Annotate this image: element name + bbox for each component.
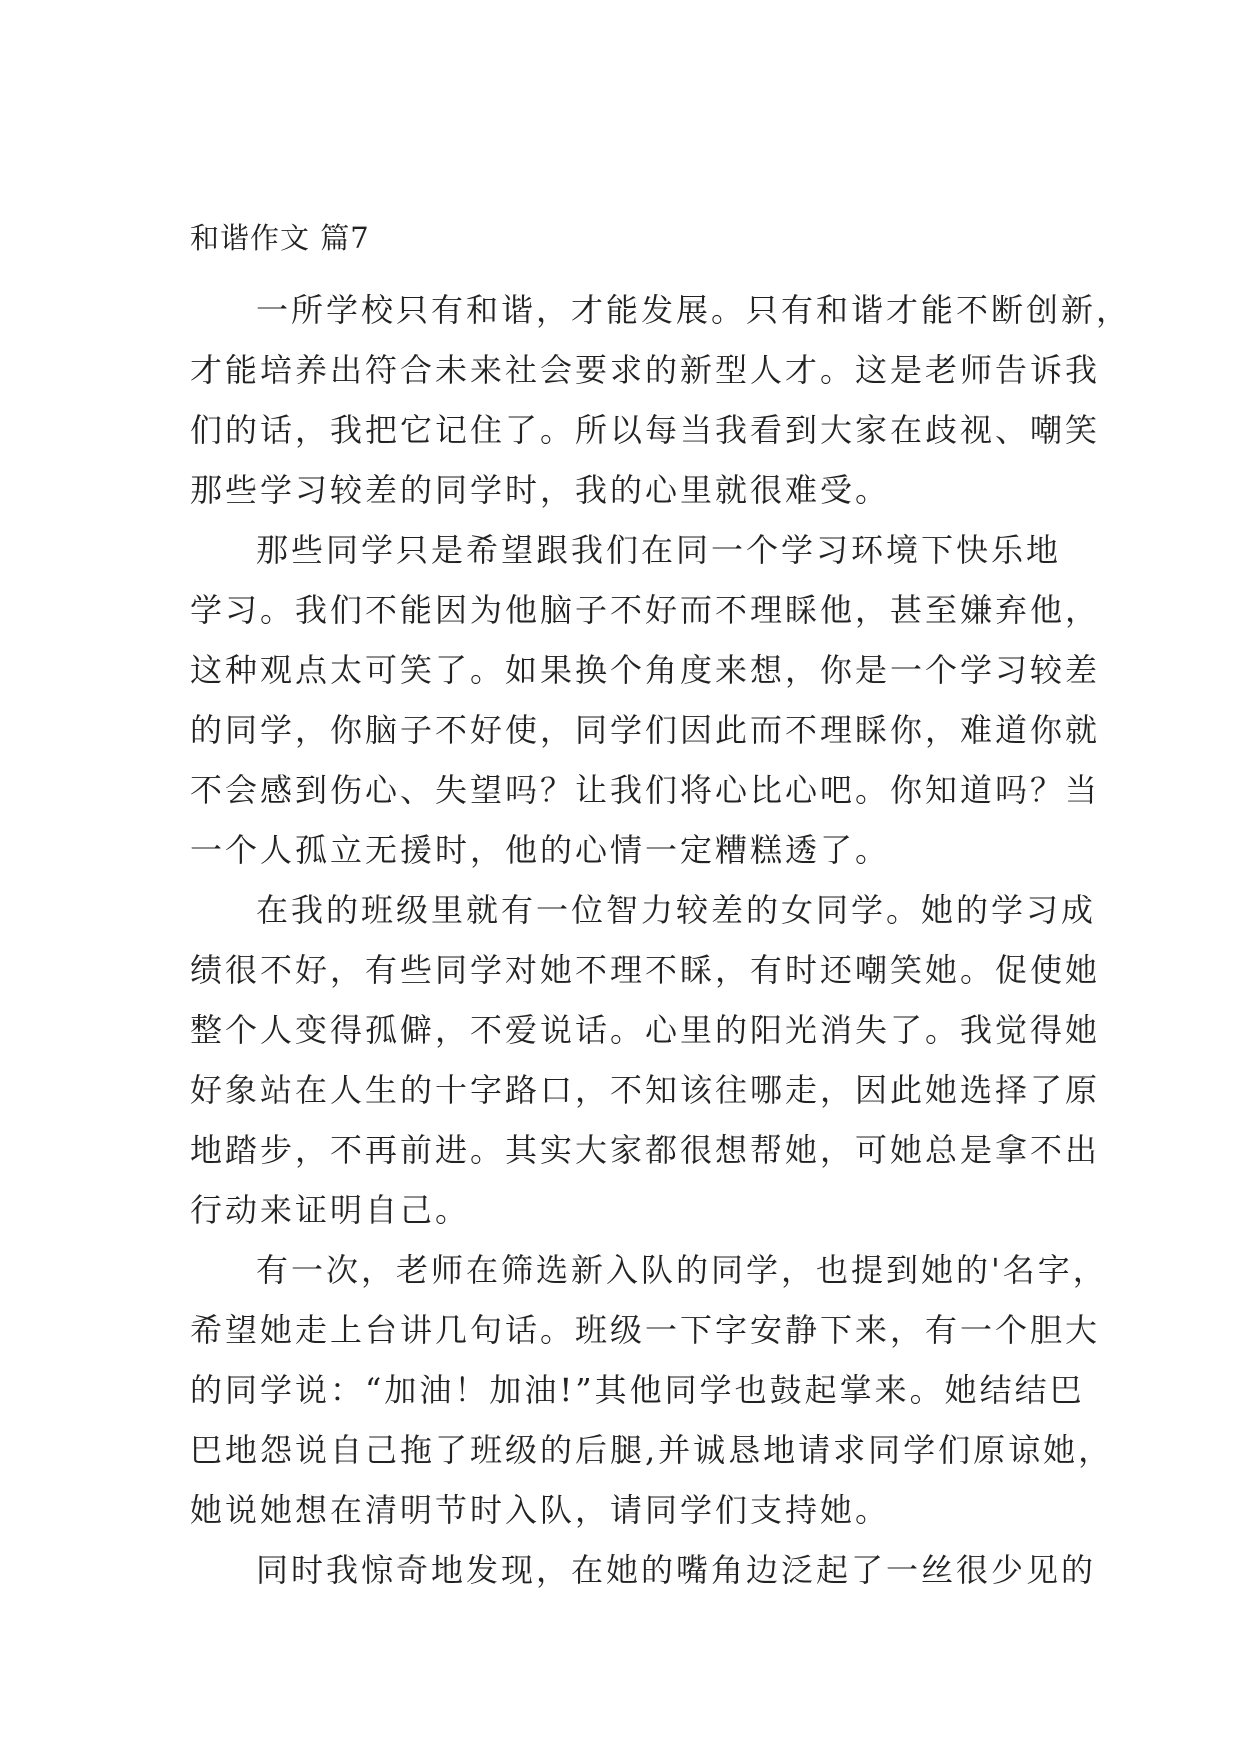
text-line: 好象站在人生的十字路口，不知该往哪走，因此她选择了原 — [190, 1071, 1101, 1109]
text-line: 地踏步，不再前进。其实大家都很想帮她，可她总是拿不出 — [190, 1131, 1101, 1169]
text-line: 行动来证明自己。 — [190, 1191, 471, 1229]
text-line: 不会感到伤心、失望吗？让我们将心比心吧。你知道吗？当 — [190, 771, 1101, 809]
document-title: 和谐作文 篇7 — [190, 221, 370, 255]
text-line: 整个人变得孤僻，不爱说话。心里的阳光消失了。我觉得她 — [190, 1011, 1101, 1049]
text-line: 一个人孤立无援时，他的心情一定糟糕透了。 — [190, 831, 891, 869]
text-line: 同时我惊奇地发现，在她的嘴角边泛起了一丝很少见的 — [256, 1551, 1097, 1589]
text-line: 那些学习较差的同学时，我的心里就很难受。 — [190, 471, 891, 509]
paragraph-1 — [190, 280, 1132, 520]
text-line: 巴地怨说自己拖了班级的后腿,并诚恳地请求同学们原谅她， — [190, 1431, 1114, 1469]
paragraph-4 — [190, 1240, 1114, 1540]
text-line: 希望她走上台讲几句话。班级一下字安静下来，有一个胆大 — [190, 1311, 1101, 1349]
text-line: 绩很不好，有些同学对她不理不睬，有时还嘲笑她。促使她 — [190, 951, 1101, 989]
text-line: 学习。我们不能因为他脑子不好而不理睬他，甚至嫌弃他， — [190, 591, 1101, 629]
paragraph-3 — [190, 880, 1101, 1240]
text-line: 在我的班级里就有一位智力较差的女同学。她的学习成 — [256, 891, 1097, 929]
text-line: 有一次，老师在筛选新入队的同学，也提到她的'名字， — [256, 1251, 1108, 1289]
document-body — [190, 218, 1132, 1600]
text-line: 那些同学只是希望跟我们在同一个学习环境下快乐地 — [256, 531, 1062, 569]
text-line: 一所学校只有和谐，才能发展。只有和谐才能不断创新， — [256, 291, 1132, 329]
text-line: 的同学，你脑子不好使，同学们因此而不理睬你，难道你就 — [190, 711, 1101, 749]
text-line: 她说她想在清明节时入队，请同学们支持她。 — [190, 1491, 891, 1529]
paragraph-5 — [190, 1540, 1097, 1600]
paragraph-2 — [190, 520, 1101, 880]
text-line: 才能培养出符合未来社会要求的新型人才。这是老师告诉我 — [190, 351, 1101, 389]
text-line: 这种观点太可笑了。如果换个角度来想，你是一个学习较差 — [190, 651, 1101, 689]
text-line: 们的话，我把它记住了。所以每当我看到大家在歧视、嘲笑 — [190, 411, 1101, 449]
text-line: 的同学说：“加油！加油!”其他同学也鼓起掌来。她结结巴 — [190, 1371, 1085, 1409]
